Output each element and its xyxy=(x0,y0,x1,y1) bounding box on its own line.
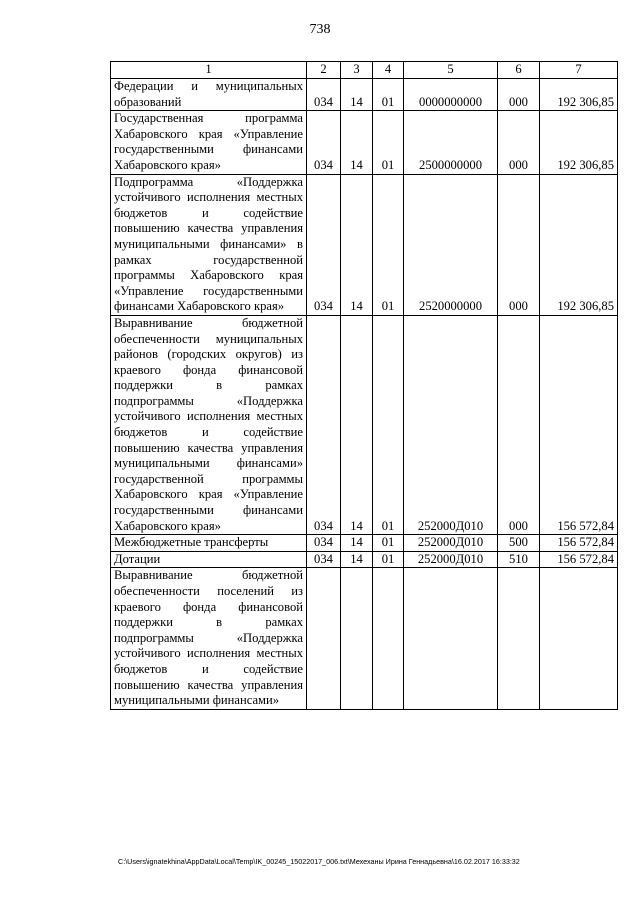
row-name: Подпрограмма «Поддержка устойчивого исполнения местных бюджетов и содействие повышению качества управления муниципальными финансами» в рамках государственной программы Хабаровского края «Управление государственными финансами Хабаровского края» xyxy=(111,174,307,315)
cell-section: 14 xyxy=(341,315,373,534)
cell-amount: 156 572,84 xyxy=(540,551,618,568)
cell-ministry-code: 034 xyxy=(307,79,341,111)
row-name: Дотации xyxy=(111,551,307,568)
cell-amount: 156 572,84 xyxy=(540,535,618,552)
table-row xyxy=(111,315,618,534)
row-name: Федерации и муниципальных образований xyxy=(111,79,307,111)
cell-expense-type: 000 xyxy=(498,111,540,174)
table-row xyxy=(111,551,618,568)
footer-file-path: C:\Users\ignatekhina\AppData\Local\Temp\IK_00245_15022017_006.txt\Мехеханы Ирина Геннадьевна\16.02.2017 16:33:32 xyxy=(118,857,520,866)
table-row xyxy=(111,111,618,174)
cell-subsection: 01 xyxy=(373,315,404,534)
cell-expense-type: 000 xyxy=(498,315,540,534)
cell-section: 14 xyxy=(341,111,373,174)
cell-target-article: 252000Д010 xyxy=(404,551,498,568)
column-header: 3 xyxy=(341,62,373,79)
row-name: Межбюджетные трансферты xyxy=(111,535,307,552)
cell-section: 14 xyxy=(341,551,373,568)
column-header: 5 xyxy=(404,62,498,79)
cell-target-article xyxy=(404,568,498,709)
cell-amount: 156 572,84 xyxy=(540,315,618,534)
cell-ministry-code xyxy=(307,568,341,709)
cell-target-article: 0000000000 xyxy=(404,79,498,111)
cell-subsection xyxy=(373,568,404,709)
cell-expense-type: 000 xyxy=(498,79,540,111)
table-row xyxy=(111,174,618,315)
cell-section: 14 xyxy=(341,535,373,552)
cell-section: 14 xyxy=(341,174,373,315)
row-name: Государственная программа Хабаровского края «Управление государственными финансами Хабаровского края» xyxy=(111,111,307,174)
page-number: 738 xyxy=(309,22,331,37)
cell-ministry-code: 034 xyxy=(307,174,341,315)
column-header: 6 xyxy=(498,62,540,79)
cell-amount xyxy=(540,568,618,709)
cell-expense-type xyxy=(498,568,540,709)
budget-table xyxy=(110,61,618,710)
cell-section: 14 xyxy=(341,79,373,111)
column-header: 1 xyxy=(111,62,307,79)
cell-target-article: 252000Д010 xyxy=(404,535,498,552)
cell-amount: 192 306,85 xyxy=(540,111,618,174)
cell-target-article: 252000Д010 xyxy=(404,315,498,534)
cell-target-article: 2500000000 xyxy=(404,111,498,174)
cell-ministry-code: 034 xyxy=(307,535,341,552)
cell-ministry-code: 034 xyxy=(307,315,341,534)
cell-expense-type: 000 xyxy=(498,174,540,315)
table-header-row xyxy=(111,62,618,79)
cell-expense-type: 510 xyxy=(498,551,540,568)
table-row xyxy=(111,535,618,552)
cell-amount: 192 306,85 xyxy=(540,174,618,315)
cell-subsection: 01 xyxy=(373,551,404,568)
cell-target-article: 2520000000 xyxy=(404,174,498,315)
cell-expense-type: 500 xyxy=(498,535,540,552)
table-row xyxy=(111,79,618,111)
cell-subsection: 01 xyxy=(373,79,404,111)
cell-subsection: 01 xyxy=(373,535,404,552)
cell-amount: 192 306,85 xyxy=(540,79,618,111)
cell-section xyxy=(341,568,373,709)
cell-ministry-code: 034 xyxy=(307,111,341,174)
column-header: 4 xyxy=(373,62,404,79)
table-row xyxy=(111,568,618,709)
cell-subsection: 01 xyxy=(373,111,404,174)
column-header: 7 xyxy=(540,62,618,79)
cell-ministry-code: 034 xyxy=(307,551,341,568)
row-name: Выравнивание бюджетной обеспеченности муниципальных районов (городских округов) из краевого фонда финансовой поддержки в рамках подпрограммы «Поддержка устойчивого исполнения местных бюджетов и содействие повышению качества управления муниципальными финансами» государственной программы Хабаровского края «Управление государственными финансами Хабаровского края» xyxy=(111,315,307,534)
column-header: 2 xyxy=(307,62,341,79)
row-name: Выравнивание бюджетной обеспеченности поселений из краевого фонда финансовой поддержки в рамках подпрограммы «Поддержка устойчивого исполнения местных бюджетов и содействие повышению качества управления муниципальными финансами» xyxy=(111,568,307,709)
cell-subsection: 01 xyxy=(373,174,404,315)
